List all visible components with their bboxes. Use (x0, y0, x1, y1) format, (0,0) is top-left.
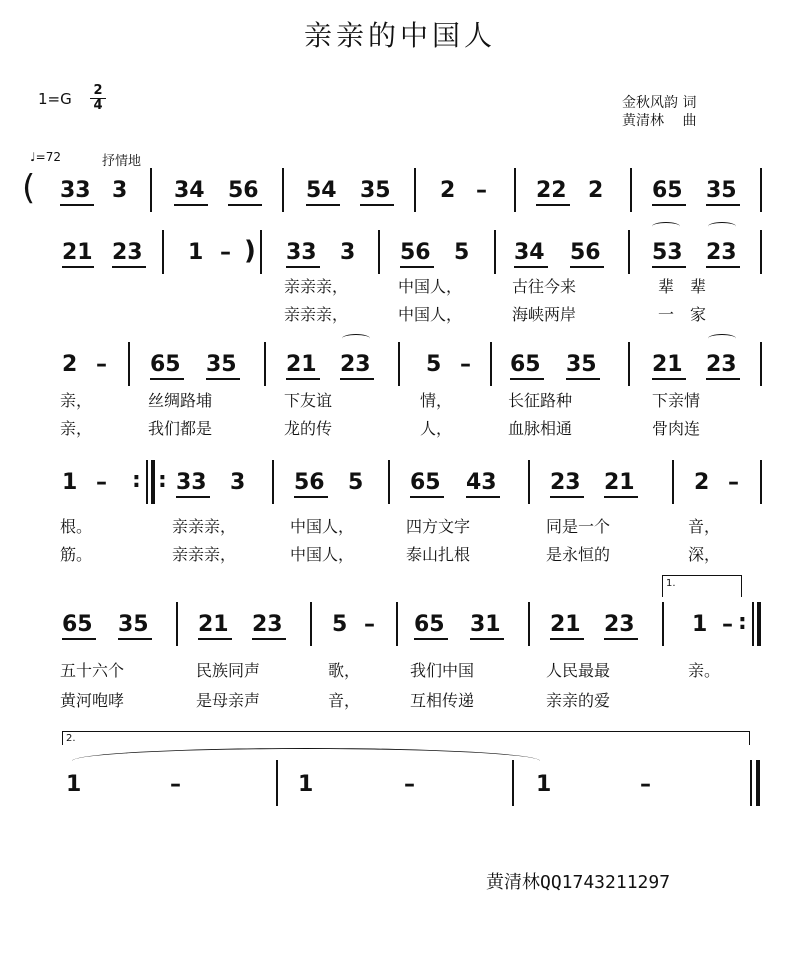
dash: – (96, 470, 107, 495)
lyric: 深， (688, 545, 721, 564)
slur (708, 334, 736, 343)
barline (276, 760, 278, 806)
underline (466, 496, 500, 498)
barline (512, 760, 514, 806)
dash: – (460, 352, 471, 377)
underline (604, 638, 638, 640)
note: 21 (198, 612, 229, 637)
lyric: 音， (688, 517, 721, 536)
underline (652, 204, 686, 206)
barline (662, 602, 664, 646)
note: 35 (566, 352, 597, 377)
underline (510, 378, 544, 380)
note: 53 (652, 240, 683, 265)
volta-1-line (662, 575, 742, 576)
lyric: 中国人， (290, 545, 355, 564)
note: 23 (706, 352, 737, 377)
underline (360, 204, 394, 206)
note: 21 (550, 612, 581, 637)
barline (494, 230, 496, 274)
dash: – (96, 352, 107, 377)
volta-1-left (662, 575, 663, 597)
barline (760, 230, 762, 274)
barline (628, 342, 630, 386)
final-barline-thick (756, 760, 760, 806)
note: 65 (414, 612, 445, 637)
volta-1-number: 1. (666, 578, 676, 589)
lyric: 泰山扎根 (406, 545, 471, 564)
volta-2-number: 2. (66, 733, 76, 744)
underline (550, 496, 584, 498)
note: 21 (286, 352, 317, 377)
note: 2 (440, 178, 456, 203)
barline (630, 168, 632, 212)
barline (528, 460, 530, 504)
note: 65 (652, 178, 683, 203)
lyric: 我们中国 (410, 661, 475, 680)
note: 3 (112, 178, 128, 203)
repeat-dots: : (738, 610, 747, 635)
underline (514, 266, 548, 268)
dash: – (404, 772, 415, 797)
lyric: 音， (328, 691, 361, 710)
barline (282, 168, 284, 212)
underline (228, 204, 262, 206)
underline (62, 266, 94, 268)
lyric: 骨肉连 (652, 419, 701, 438)
underline (112, 266, 146, 268)
note: 2 (588, 178, 604, 203)
barline (378, 230, 380, 274)
note: 65 (510, 352, 541, 377)
dash: – (364, 612, 375, 637)
open-paren: ( (22, 168, 36, 208)
note: 1 (66, 772, 82, 797)
underline (550, 638, 584, 640)
lyric: 丝绸路埔 (148, 391, 213, 410)
note: 54 (306, 178, 337, 203)
underline (60, 204, 94, 206)
underline (306, 204, 340, 206)
note: 21 (604, 470, 635, 495)
note: 3 (230, 470, 246, 495)
lyric: 亲亲亲， (284, 277, 349, 296)
lyric: 根。 (60, 517, 93, 536)
slur (652, 222, 680, 231)
note: 1 (62, 470, 78, 495)
underline (706, 266, 740, 268)
lyric: 中国人， (398, 305, 463, 324)
underline (410, 496, 444, 498)
note: 5 (348, 470, 364, 495)
note: 21 (652, 352, 683, 377)
song-title: 亲亲的中国人 (303, 19, 496, 52)
repeat-barline-thick (757, 602, 761, 646)
note: 5 (426, 352, 442, 377)
lyric: 我们都是 (148, 419, 213, 438)
lyric: 亲， (60, 391, 93, 410)
lyric: 人， (420, 419, 453, 438)
volta-2-right (749, 731, 750, 745)
repeat-barline-thin (146, 460, 148, 504)
underline (706, 204, 740, 206)
underline (652, 266, 686, 268)
volta-2-left (62, 731, 63, 745)
lyric: 亲亲的爱 (546, 691, 611, 710)
lyric: 亲。 (688, 661, 721, 680)
note: 31 (470, 612, 501, 637)
lyric: 中国人， (398, 277, 463, 296)
underline (470, 638, 504, 640)
barline (272, 460, 274, 504)
barline (760, 460, 762, 504)
note: 23 (550, 470, 581, 495)
barline (760, 168, 762, 212)
underline (652, 378, 686, 380)
repeat-barline-thin (752, 602, 754, 646)
underline (536, 204, 570, 206)
underline (252, 638, 286, 640)
note: 2 (62, 352, 78, 377)
lyric: 是母亲声 (196, 691, 261, 710)
lyric: 海峡两岸 (512, 305, 577, 324)
underline (566, 378, 600, 380)
repeat-barline-thick (151, 460, 155, 504)
lyric: 下友谊 (284, 391, 333, 410)
underline (570, 266, 604, 268)
final-barline-thin (750, 760, 752, 806)
note: 33 (60, 178, 91, 203)
lyric: 下亲情 (652, 391, 701, 410)
underline (294, 496, 328, 498)
note: 56 (294, 470, 325, 495)
barline (128, 342, 130, 386)
note: 33 (176, 470, 207, 495)
barline (176, 602, 178, 646)
note: 1 (298, 772, 314, 797)
volta-1-right (741, 575, 742, 597)
underline (176, 496, 210, 498)
lyric: 歌， (328, 661, 361, 680)
note: 1 (692, 612, 708, 637)
underline (174, 204, 208, 206)
barline (398, 342, 400, 386)
underline (400, 266, 434, 268)
note: 35 (706, 178, 737, 203)
note: 1 (188, 240, 204, 265)
lyric: 人民最最 (546, 661, 611, 680)
dash: – (728, 470, 739, 495)
note: 23 (112, 240, 143, 265)
underline (340, 378, 374, 380)
dash: – (640, 772, 651, 797)
barline (628, 230, 630, 274)
tempo-marking: ♩=72 (30, 150, 61, 164)
note: 34 (174, 178, 205, 203)
time-signature: $\frac{2}{4}$ (90, 84, 106, 113)
close-paren: ) (244, 236, 256, 266)
note: 65 (62, 612, 93, 637)
note: 56 (228, 178, 259, 203)
lyric: 中国人， (290, 517, 355, 536)
lyric: 亲， (60, 419, 93, 438)
lyric: 黄河咆哮 (60, 691, 125, 710)
note: 23 (706, 240, 737, 265)
lyric: 同是一个 (546, 517, 611, 536)
underline (198, 638, 232, 640)
lyric: 血脉相通 (508, 419, 573, 438)
note: 2 (694, 470, 710, 495)
composer-credit: 黄清林 曲 (622, 113, 697, 129)
underline (62, 638, 96, 640)
barline (760, 342, 762, 386)
note: 35 (206, 352, 237, 377)
lyric: 辈 辈 (658, 277, 707, 296)
note: 21 (62, 240, 93, 265)
note: 35 (118, 612, 149, 637)
note: 3 (340, 240, 356, 265)
underline (150, 378, 184, 380)
lyric: 民族同声 (196, 661, 261, 680)
barline (162, 230, 164, 274)
barline (310, 602, 312, 646)
note: 35 (360, 178, 391, 203)
note: 65 (410, 470, 441, 495)
note: 34 (514, 240, 545, 265)
slur (708, 222, 736, 231)
barline (528, 602, 530, 646)
repeat-dots: : (132, 468, 141, 493)
underline (706, 378, 740, 380)
note: 1 (536, 772, 552, 797)
dash: – (220, 240, 231, 265)
note: 5 (454, 240, 470, 265)
barline (414, 168, 416, 212)
note: 23 (252, 612, 283, 637)
underline (604, 496, 638, 498)
lyric: 四方文字 (406, 517, 471, 536)
barline (396, 602, 398, 646)
barline (264, 342, 266, 386)
barline (388, 460, 390, 504)
lyric: 五十六个 (60, 661, 125, 680)
underline (286, 378, 320, 380)
underline (118, 638, 152, 640)
slur (342, 334, 370, 343)
lyric: 筋。 (60, 545, 93, 564)
note: 33 (286, 240, 317, 265)
note: 23 (340, 352, 371, 377)
footer-credit: 黄清林QQ1743211297 (486, 872, 671, 893)
lyricist-credit: 金秋风韵 词 (622, 95, 697, 111)
lyric: 长征路种 (508, 391, 573, 410)
lyric: 互相传递 (410, 691, 475, 710)
underline (414, 638, 448, 640)
lyric: 亲亲亲， (172, 517, 237, 536)
note: 56 (570, 240, 601, 265)
key-signature: 1=G (38, 90, 72, 108)
lyric: 一 家 (658, 305, 707, 324)
lyric: 情， (420, 391, 453, 410)
dash: – (170, 772, 181, 797)
long-slur (72, 748, 540, 761)
barline (260, 230, 262, 274)
barline (672, 460, 674, 504)
underline (286, 266, 320, 268)
lyric: 亲亲亲， (284, 305, 349, 324)
note: 56 (400, 240, 431, 265)
repeat-dots: : (158, 468, 167, 493)
lyric: 亲亲亲， (172, 545, 237, 564)
volta-2-line (62, 731, 750, 732)
note: 23 (604, 612, 635, 637)
note: 5 (332, 612, 348, 637)
note: 22 (536, 178, 567, 203)
underline (206, 378, 240, 380)
lyric: 是永恒的 (546, 545, 611, 564)
expression-marking: 抒情地 (102, 154, 142, 169)
dash: – (722, 612, 733, 637)
barline (490, 342, 492, 386)
lyric: 龙的传 (284, 419, 333, 438)
barline (514, 168, 516, 212)
lyric: 古往今来 (512, 277, 577, 296)
note: 43 (466, 470, 497, 495)
barline (150, 168, 152, 212)
note: 65 (150, 352, 181, 377)
dash: – (476, 178, 487, 203)
